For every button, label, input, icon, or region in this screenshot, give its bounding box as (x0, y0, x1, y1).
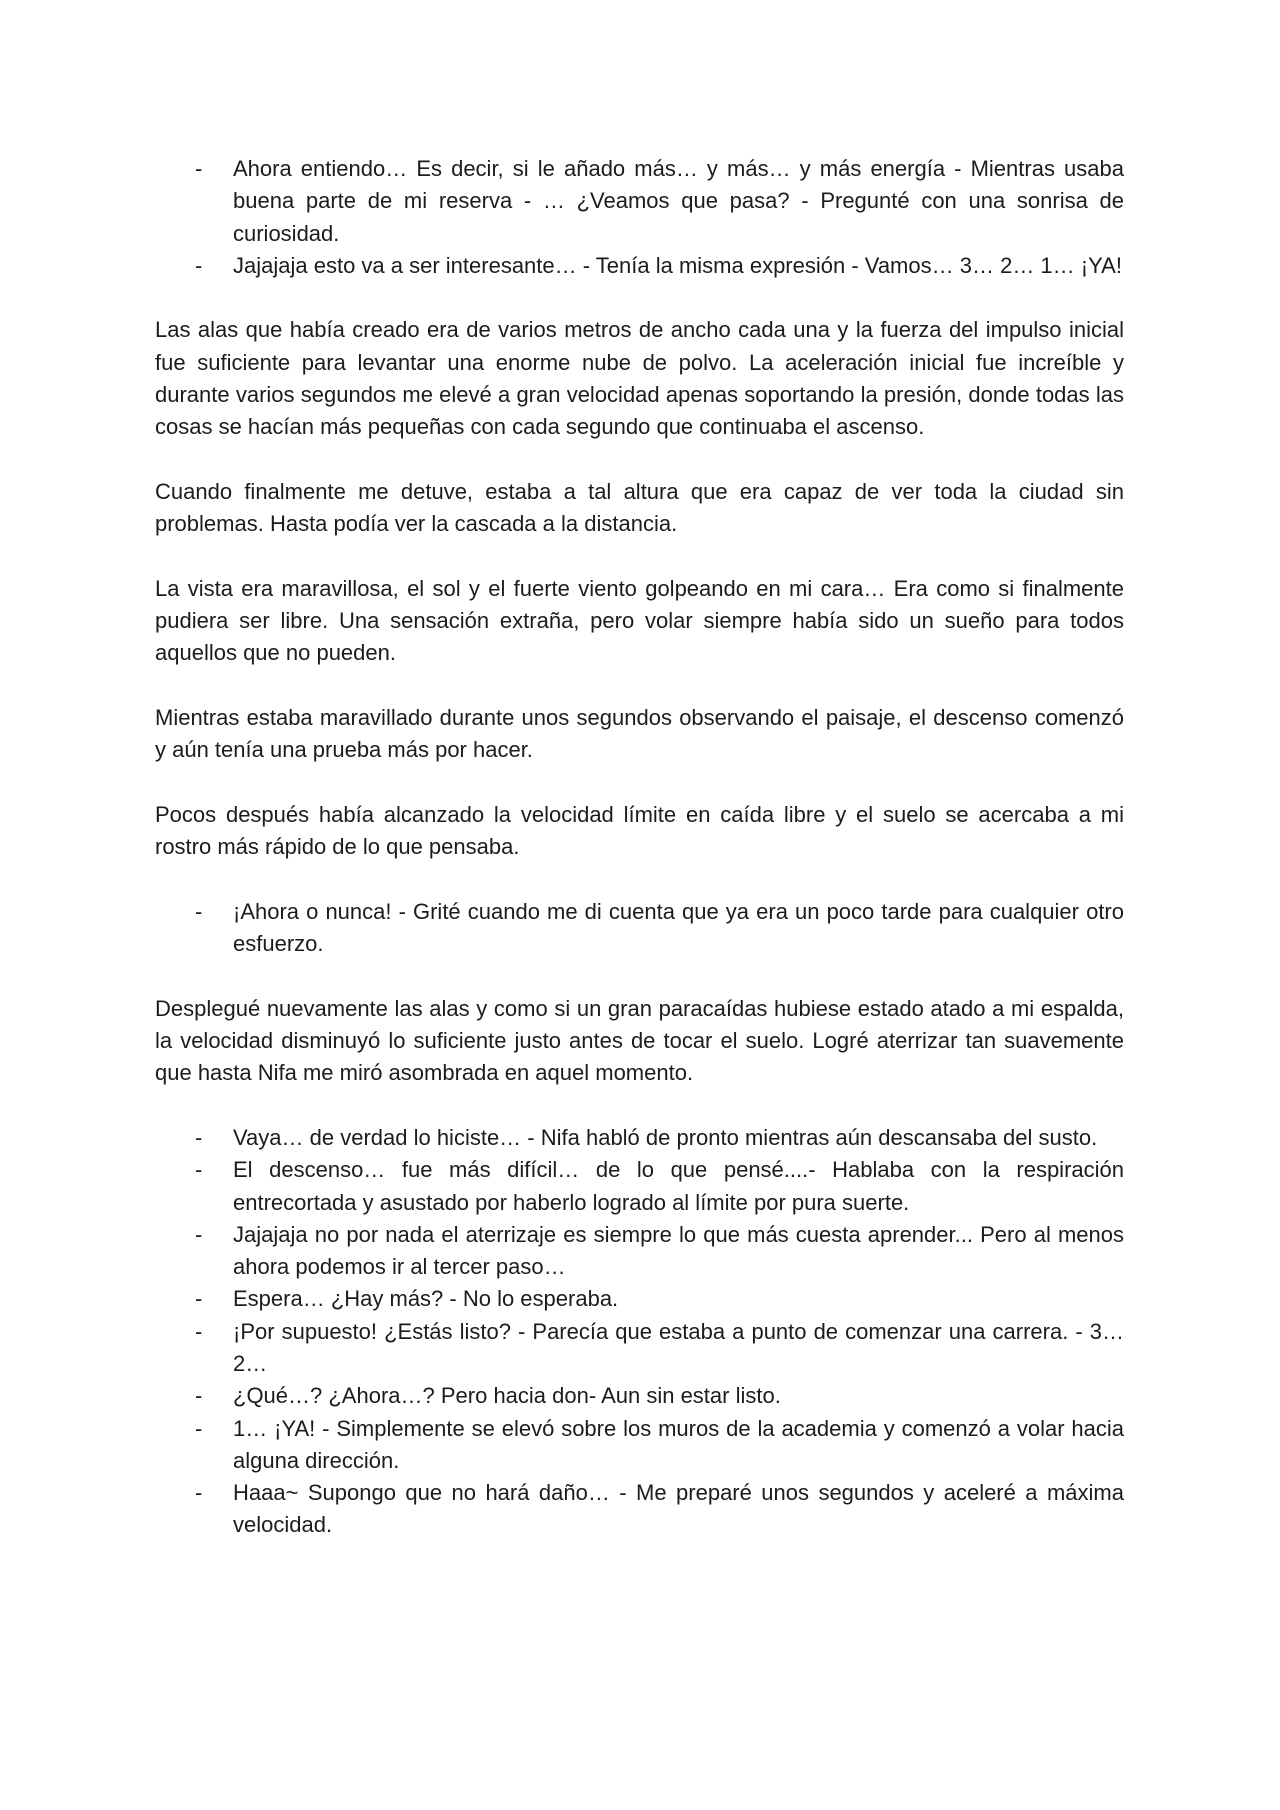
dialogue-line (155, 250, 1124, 282)
paragraph-gap (155, 444, 1124, 476)
dialogue-text: ¿Qué…? ¿Ahora…? Pero hacia don- Aun sin estar listo. (233, 1383, 781, 1409)
paragraph: Las alas que había creado era de varios metros de ancho cada una y la fuerza del impulso inicial fue suficiente para levantar una enorme nube de polvo. La aceleración inicial fue increíble y durante varios segundos me elevé a gran velocidad apenas soportando la presión, donde todas las cosas se hacían más pequeñas con cada segundo que continuaba el ascenso. (155, 317, 1124, 440)
dash-marker: - (195, 1157, 203, 1183)
paragraph-gap (155, 960, 1124, 992)
dash-marker: - (195, 1286, 203, 1312)
dialogue-text: Jajajaja no por nada el aterrizaje es siempre lo que más cuesta aprender... Pero al menos ahora podemos ir al tercer paso… (233, 1221, 1124, 1280)
dash-marker: - (195, 1383, 203, 1409)
paragraph: Cuando finalmente me detuve, estaba a tal altura que era capaz de ver toda la ciudad sin problemas. Hasta podía ver la cascada a la distancia. (155, 478, 1124, 537)
dialogue-text: Vaya… de verdad lo hiciste… - Nifa habló de pronto mientras aún descansaba del susto. (233, 1124, 1098, 1150)
dialogue-list (155, 1122, 1124, 1542)
dialogue-line (155, 1316, 1124, 1381)
paragraph-gap (155, 1090, 1124, 1122)
paragraph-gap (155, 541, 1124, 573)
dialogue-line (155, 896, 1124, 961)
dialogue-line (155, 1413, 1124, 1478)
dash-marker: - (195, 156, 203, 181)
dialogue-line (155, 1380, 1124, 1412)
paragraph-gap (155, 864, 1124, 896)
dash-marker: - (195, 898, 203, 924)
paragraph: Pocos después había alcanzado la velocidad límite en caída libre y el suelo se acercaba a mi rostro más rápido de lo que pensaba. (155, 801, 1124, 860)
dialogue-text: Espera… ¿Hay más? - No lo esperaba. (233, 1286, 619, 1312)
paragraph: La vista era maravillosa, el sol y el fuerte viento golpeando en mi cara… Era como si finalmente pudiera ser libre. Una sensación extraña, pero volar siempre había sido un sueño para todos aquellos que no pueden. (155, 575, 1124, 666)
document-body (155, 153, 1124, 1542)
paragraph-gap (155, 282, 1124, 314)
dialogue-text: Jajajaja esto va a ser interesante… - Tenía la misma expresión - Vamos… 3… 2… 1… ¡YA! (233, 252, 1122, 278)
paragraph-gap (155, 767, 1124, 799)
dialogue-list (155, 153, 1124, 282)
dash-marker: - (195, 1415, 203, 1441)
dialogue-line (155, 1283, 1124, 1315)
dialogue-text: El descenso… fue más difícil… de lo que pensé....- Hablaba con la respiración entrecortada y asustado por haberlo logrado al límite por pura suerte. (233, 1157, 1124, 1215)
dialogue-text: Ahora entiendo… Es decir, si le añado más… y más… y más energía - Mientras usaba buena parte de mi reserva - … ¿Veamos que pasa? - Pregunté con una sonrisa de curiosidad. (233, 156, 1124, 246)
dialogue-line (155, 153, 1124, 250)
dialogue-text: ¡Ahora o nunca! - Grité cuando me di cuenta que ya era un poco tarde para cualquier otro esfuerzo. (233, 898, 1124, 957)
dialogue-list (155, 896, 1124, 961)
dash-marker: - (195, 1124, 203, 1150)
paragraph-gap (155, 670, 1124, 702)
paragraph: Mientras estaba maravillado durante unos segundos observando el paisaje, el descenso comenzó y aún tenía una prueba más por hacer. (155, 705, 1124, 763)
dash-marker: - (195, 1221, 203, 1247)
dash-marker: - (195, 1318, 203, 1344)
dash-marker: - (195, 1480, 203, 1506)
dialogue-line (155, 1219, 1124, 1284)
dash-marker: - (195, 252, 203, 278)
dialogue-line (155, 1154, 1124, 1219)
dialogue-text: Haaa~ Supongo que no hará daño… - Me preparé unos segundos y aceleré a máxima velocidad. (233, 1480, 1124, 1538)
dialogue-text: ¡Por supuesto! ¿Estás listo? - Parecía que estaba a punto de comenzar una carrera. - 3… 2… (233, 1318, 1124, 1376)
dialogue-line (155, 1477, 1124, 1542)
dialogue-text: 1… ¡YA! - Simplemente se elevó sobre los muros de la academia y comenzó a volar hacia alguna dirección. (233, 1415, 1124, 1473)
dialogue-line (155, 1122, 1124, 1154)
paragraph: Desplegué nuevamente las alas y como si un gran paracaídas hubiese estado atado a mi espalda, la velocidad disminuyó lo suficiente justo antes de tocar el suelo. Logré aterrizar tan suavemente que hasta Nifa me miró asombrada en aquel momento. (155, 995, 1124, 1086)
